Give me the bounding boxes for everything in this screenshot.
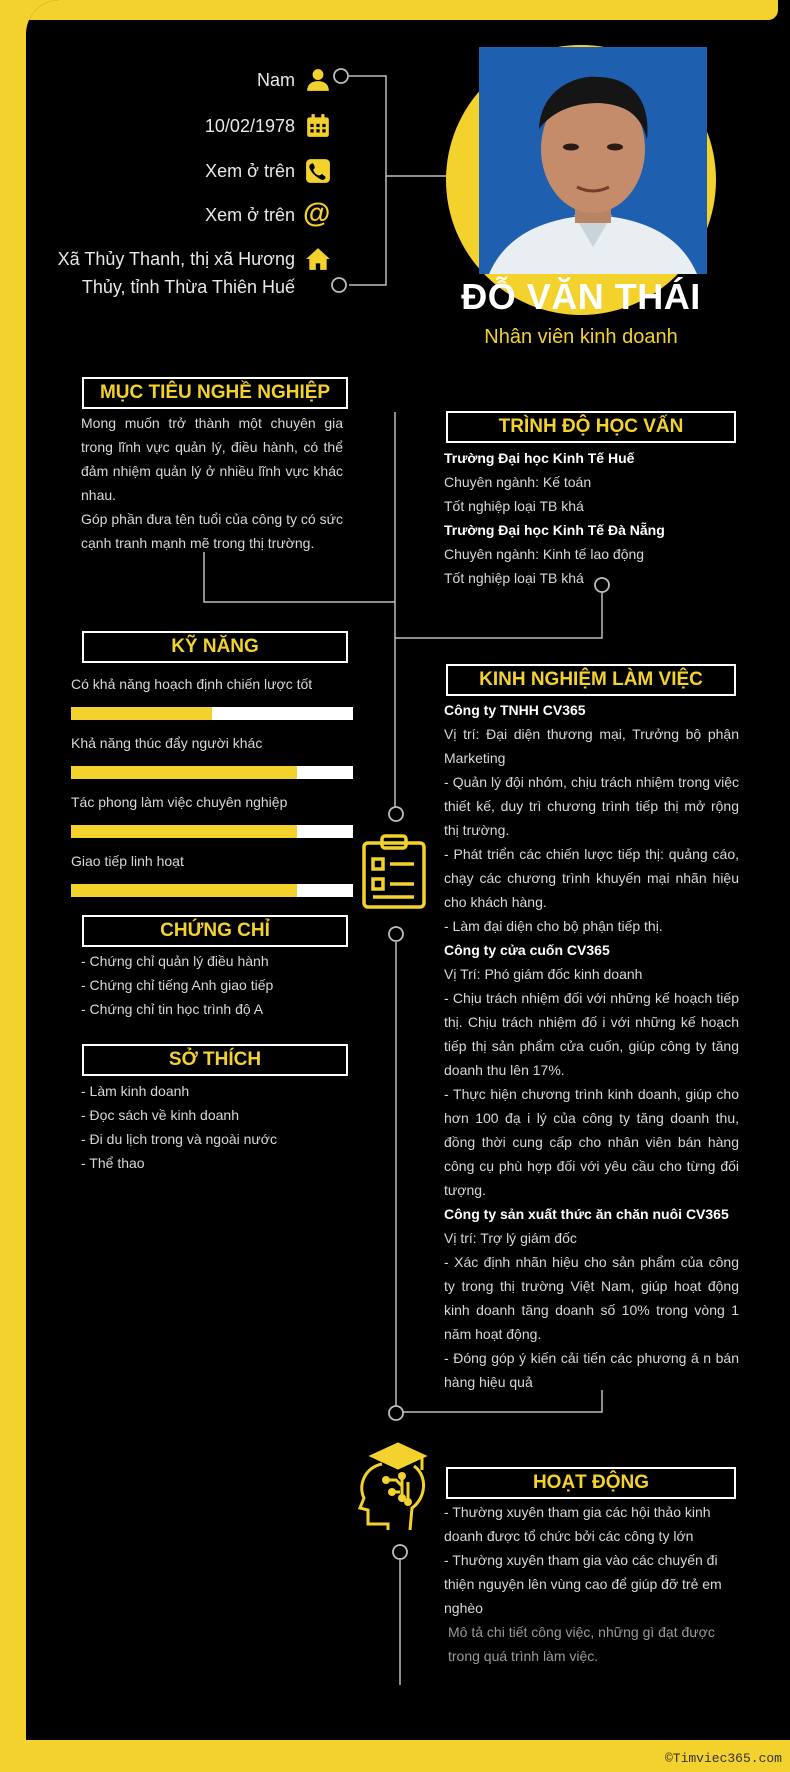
full-name: ĐỖ VĂN THÁI [461,276,701,317]
objective-heading: MỤC TIÊU NGHỀ NGHIỆP [82,377,348,409]
address-line1: Xã Thủy Thanh, thị xã Hương [57,249,295,269]
skill-bar-fill [71,766,297,779]
skill-bar [71,766,353,779]
experience-heading: KINH NGHIỆM LÀM VIỆC [446,664,736,696]
birthday-text: 10/02/1978 [204,116,295,136]
job-duty: - Quản lý đội nhóm, chịu trách nhiệm trong việc thiết kế, duy trì chương trình tiếp thị mở rộng thị trường. [444,774,739,838]
skill-bar [71,825,353,838]
list-item: - Làm kinh doanh [81,1083,190,1099]
certificates-heading: CHỨNG CHỈ [82,915,348,947]
job-duty: - Phát triển các chiến lược tiếp thị: quảng cáo, chạy các chương trình khuyến mại nhãn hiệu cho khách hàng. [444,846,739,910]
school-grade: Tốt nghiệp loại TB khá [444,498,584,514]
home-icon [305,246,331,272]
job-role: Vị trí: Đại diện thương mại, Trưởng bộ phận Marketing [444,726,739,766]
gender-text: Nam [256,70,295,90]
activities-heading: HOẠT ĐỘNG [446,1467,736,1499]
activities-note: Mô tả chi tiết công việc, những gì đạt được trong quá trình làm việc. [448,1624,715,1664]
email-icon: @ [303,197,331,228]
skill-label: Tác phong làm việc chuyên nghiệp [71,794,288,810]
skill-label: Có khả năng hoạch định chiến lược tốt [71,676,313,692]
skill-bar [71,707,353,720]
skill-label: Giao tiếp linh hoạt [71,853,184,869]
skill-bar-fill [71,707,212,720]
list-item: - Chứng chỉ quản lý điều hành [81,953,269,969]
list-item: - Đọc sách về kinh doanh [81,1107,239,1123]
job-role: Vị trí: Trợ lý giám đốc [444,1230,577,1246]
list-item: - Thể thao [81,1155,145,1171]
skill-bar [71,884,353,897]
certificates-list [81,949,343,1021]
graduate-brain-icon [352,1436,436,1532]
experience-list [444,698,739,1394]
person-icon [305,67,331,93]
avatar [479,47,707,274]
clipboard-checklist-icon [360,833,428,911]
list-item: - Thường xuyên tham gia vào các chuyến đi thiện nguyện lên vùng cao để giúp đỡ trẻ em nghèo [444,1552,722,1616]
email-text: Xem ở trên [205,205,295,225]
list-item: - Chứng chỉ tiếng Anh giao tiếp [81,977,274,993]
education-list [444,446,744,590]
address-line2: Thủy, tỉnh Thừa Thiên Huế [81,277,295,297]
job-title: Nhân viên kinh doanh [484,326,678,348]
hobbies-heading: SỞ THÍCH [82,1044,348,1076]
job-duty: - Chịu trách nhiệm đối với những kế hoạch tiếp thị. Chịu trách nhiệm đố i với những kế hoạch tiếp thị sản phẩm cửa cuốn, giúp công ty tăng doanh thu lên 17%. [444,990,739,1078]
education-heading: TRÌNH ĐỘ HỌC VẤN [446,411,736,443]
job-duty: - Xác định nhãn hiệu cho sản phẩm của công ty trong thị trường Việt Nam, giúp hoạt động kinh doanh tăng doanh số 10% trong vòng 1 năm hoạt động. [444,1254,739,1342]
skill-bar-fill [71,884,297,897]
skill-bar-fill [71,825,297,838]
phone-icon [305,158,331,184]
activities-list [444,1500,744,1668]
list-item: - Thường xuyên tham gia các hội thảo kinh doanh được tổ chức bởi các công ty lớn [444,1504,711,1544]
objective-text-1: Mong muốn trở thành một chuyên gia trong lĩnh vực quản lý, điều hành, có thể đảm nhiệm quản lý ở nhiều lĩnh vực khác nhau. [81,415,343,503]
skills-heading: KỸ NĂNG [82,631,348,663]
job-role: Vị Trí: Phó giám đốc kinh doanh [444,966,643,982]
company-name: Công ty sản xuất thức ăn chăn nuôi CV365 [444,1206,729,1222]
company-name: Công ty TNHH CV365 [444,702,586,718]
skill-label: Khả năng thúc đẩy người khác [71,735,263,751]
school-major: Chuyên ngành: Kế toán [444,474,592,490]
school-major: Chuyên ngành: Kinh tế lao động [444,546,645,562]
school-grade: Tốt nghiệp loại TB khá [444,570,584,586]
company-name: Công ty cửa cuốn CV365 [444,942,610,958]
phone-text: Xem ở trên [205,161,295,181]
list-item: - Đi du lịch trong và ngoài nước [81,1131,277,1147]
hobbies-list [81,1079,343,1175]
job-duty: - Thực hiện chương trình kinh doanh, giúp cho hơn 100 đạ i lý của công ty tăng doanh thu, đồng thời cung cấp cho nhân viên bán hàng công cụ phù hợp đối với yêu cầu cho từng đối tượng. [444,1086,739,1198]
list-item: - Chứng chỉ tin học trình độ A [81,1001,264,1017]
school-name: Trường Đại học Kinh Tế Huế [444,450,635,466]
watermark: ©Timviec365.com [664,1751,782,1766]
objective-text-2: Góp phần đưa tên tuổi của công ty có sức cạnh tranh mạnh mẽ trong thị trường. [81,511,343,551]
calendar-icon [305,113,331,139]
school-name: Trường Đại học Kinh Tế Đà Nẵng [444,522,665,538]
job-duty: - Đóng góp ý kiến cải tiến các phương á n bán hàng hiệu quả [444,1350,739,1390]
job-duty: - Làm đại diện cho bộ phận tiếp thị. [444,918,663,934]
